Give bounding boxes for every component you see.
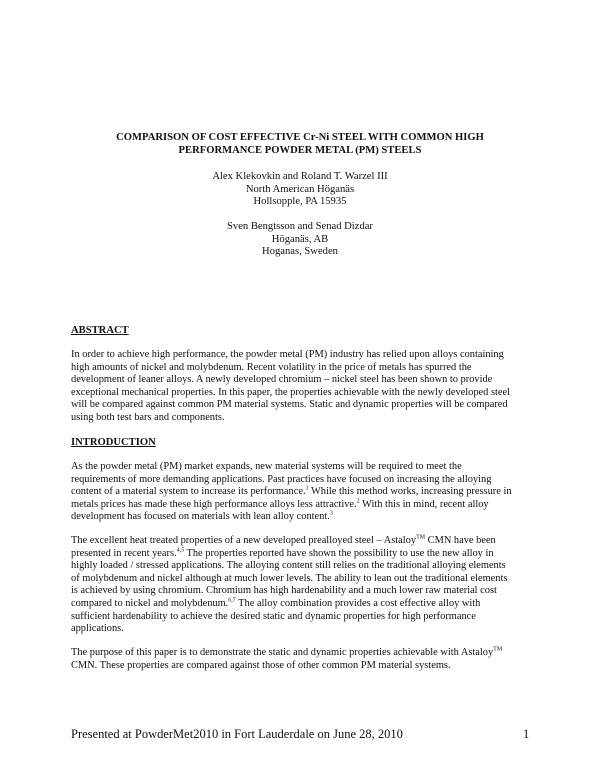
citation-ref: 4,5 xyxy=(176,547,185,554)
abstract-line: exceptional mechanical properties. In this paper, the properties achievable with the newly developed steel xyxy=(71,386,510,398)
paragraph-line: compared to nickel and molybdenum.$^{6,7}$ The alloy combination provides a cost effective alloy with xyxy=(71,597,481,609)
paragraph-line: presented in recent years.$^{4,5}$ The properties reported have shown the possibility to use the new alloy in xyxy=(71,547,494,559)
abstract-line: development of leaner alloys. A newly developed chromium – nickel steel has been shown to provide xyxy=(71,374,493,386)
intro-paragraph-1 xyxy=(71,461,537,524)
abstract-heading: ABSTRACT xyxy=(71,325,129,336)
author-names: Sven Bengtsson and Senad Dizdar xyxy=(227,221,373,232)
page-footer: Presented at PowderMet2010 in Fort Lauderdale on June 28, 2010 xyxy=(71,727,403,741)
paragraph-line: development has focused on materials with lean alloy content.$^3$ xyxy=(71,510,333,523)
paragraph-line: highly loaded / stressed applications. The alloying content still relies on the traditional alloying elements xyxy=(71,560,506,572)
author-block-1 xyxy=(0,171,600,209)
paragraph-line: As the powder metal (PM) market expands, new material systems will be required to meet the xyxy=(71,461,462,472)
citation-ref: 3 xyxy=(329,510,333,517)
paragraph-line: metals prices has made these high performance alloys less attractive.$^2$ With this in mind, recent alloy xyxy=(71,498,489,510)
paragraph-line: CMN. These properties are compared against those of other common PM material systems. xyxy=(71,659,451,671)
abstract-line: high amounts of nickel and molybdenum. Recent volatility in the price of metals has spurred the xyxy=(71,361,472,373)
paragraph-line: The excellent heat treated properties of a new developed prealloyed steel – Astaloy™ CMN have been xyxy=(71,534,496,546)
paragraph-line: requirements of more demanding applications. Past practices have focused on increasing the alloying xyxy=(71,473,492,485)
trademark-mark: TM xyxy=(416,534,426,541)
intro-paragraph-2 xyxy=(71,535,537,636)
page-number: 1 xyxy=(523,727,530,741)
title-line-2: PERFORMANCE POWDER METAL (PM) STEELS xyxy=(178,145,422,156)
citation-ref: 6,7 xyxy=(228,597,236,604)
abstract-paragraph xyxy=(71,349,537,425)
author-location: Hoganas, Sweden xyxy=(262,246,338,257)
abstract-line: will be compared against common PM material systems. Static and dynamic properties will be compared xyxy=(71,399,508,411)
title-line-1: COMPARISON OF COST EFFECTIVE Cr-Ni STEEL WITH COMMON HIGH xyxy=(116,132,484,143)
paragraph-line: The purpose of this paper is to demonstrate the static and dynamic properties achievable with Astaloy™ xyxy=(71,646,503,658)
abstract-line: using both test bars and components. xyxy=(71,411,225,423)
trademark-mark: TM xyxy=(493,646,503,653)
author-organization: Höganäs, AB xyxy=(271,233,329,245)
intro-paragraph-3 xyxy=(71,647,537,672)
citation-ref: 1 xyxy=(305,485,309,492)
paragraph-line: content of a material system to increase its performance.$^1$ While this method works, increasing pressure in xyxy=(71,485,512,498)
author-block-2 xyxy=(0,221,600,259)
paragraph-line: of molybdenum and nickel although at much lower levels. The ability to lean out the traditional elements xyxy=(71,572,508,584)
introduction-heading: INTRODUCTION xyxy=(71,437,156,448)
paragraph-line: is achieved by using chromium. Chromium has high hardenability and a much lower raw material cost xyxy=(71,585,497,597)
citation-ref: 2 xyxy=(356,498,360,505)
abstract-line: In order to achieve high performance, the powder metal (PM) industry has relied upon alloys containing xyxy=(71,349,504,360)
paragraph-line: applications. xyxy=(71,623,124,635)
paragraph-line: sufficient hardenability to achieve the desired static and dynamic properties for high performance xyxy=(71,610,476,622)
author-location: Hollsopple, PA 15935 xyxy=(253,196,347,207)
author-organization: North American Höganäs xyxy=(245,183,355,195)
paper-title xyxy=(90,131,510,157)
author-names: Alex Klekovkin and Roland T. Warzel III xyxy=(212,171,388,182)
